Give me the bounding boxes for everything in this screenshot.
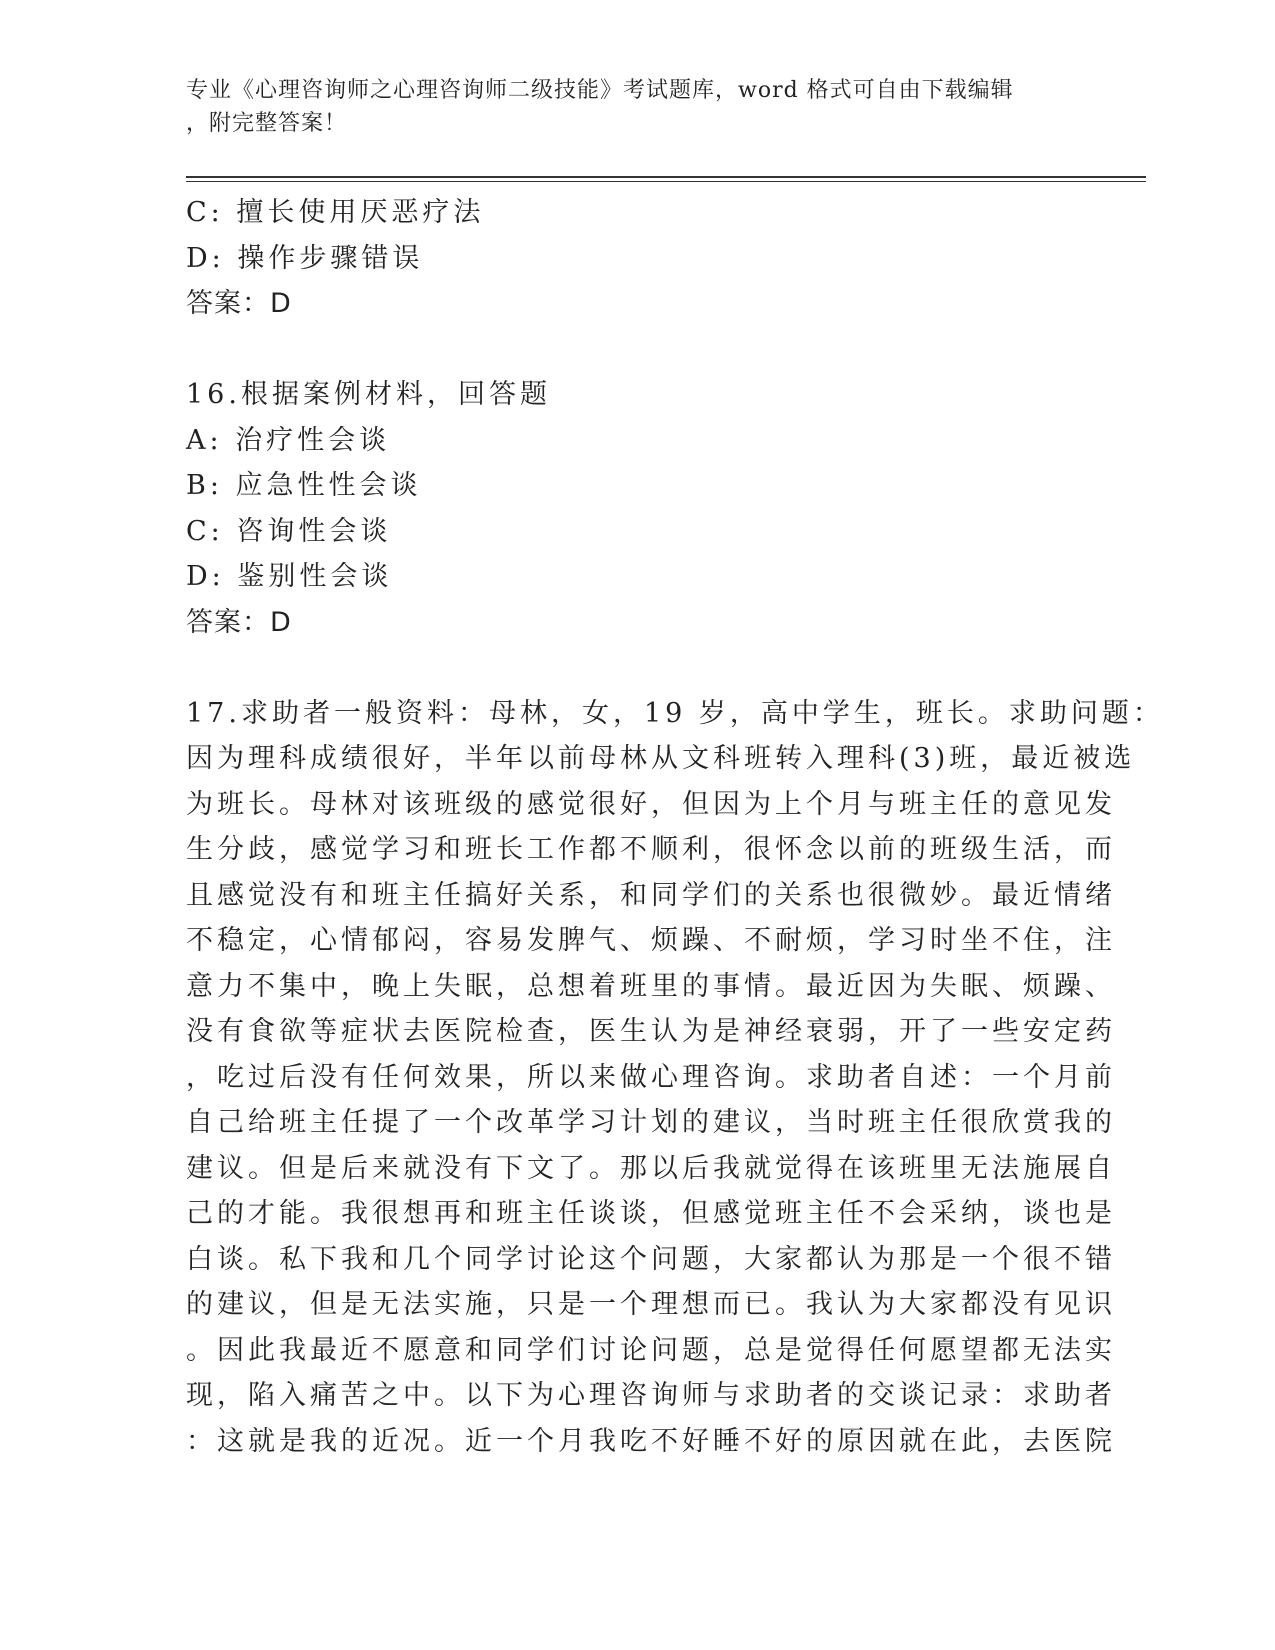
q17-question: [186, 691, 1164, 1465]
page-header: [186, 74, 1066, 140]
q17-line: 己的才能。我很想再和班主任谈谈，但感觉班主任不会采纳，谈也是: [186, 1198, 1116, 1229]
q17-line: 的建议，但是无法实施，只是一个理想而已。我认为大家都没有见识: [186, 1289, 1116, 1320]
document-body: [186, 190, 1164, 1464]
q17-line: 自己给班主任提了一个改革学习计划的建议，当时班主任很欣赏我的: [186, 1107, 1116, 1138]
header-divider-thick: [186, 176, 1146, 178]
q17-line: 。因此我最近不愿意和同学们讨论问题，总是觉得任何愿望都无法实: [186, 1334, 1116, 1366]
header-line-1: 专业《心理咨询师之心理咨询师二级技能》考试题库，word 格式可自由下载编辑: [186, 78, 1014, 103]
q16-option-d: D: 鉴别性会谈: [186, 561, 393, 592]
q17-line: 且感觉没有和班主任搞好关系，和同学们的关系也很微妙。最近情绪: [186, 879, 1116, 911]
q17-line: 为班长。母林对该班级的感觉很好，但因为上个月与班主任的意见发: [186, 788, 1116, 820]
q15-option-c: C: 擅长使用厌恶疗法: [186, 197, 485, 228]
q16-option-b: B: 应急性性会谈: [186, 470, 422, 501]
q17-line: ，吃过后没有任何效果，所以来做心理咨询。求助者自述：一个月前: [186, 1061, 1116, 1093]
q17-line: 生分歧，感觉学习和班长工作都不顺利，很怀念以前的班级生活，而: [186, 834, 1116, 865]
q15-option-d: D: 操作步骤错误: [186, 242, 424, 274]
q17-line: 建议。但是后来就没有下文了。那以后我就觉得在该班里无法施展自: [186, 1152, 1116, 1184]
spacer: [186, 327, 1066, 373]
q17-line: 不稳定，心情郁闷，容易发脾气、烦躁、不耐烦，学习时坐不住，注: [186, 925, 1116, 956]
spacer: [186, 645, 1066, 691]
q17-line: ：这就是我的近况。近一个月我吃不好睡不好的原因就在此，去医院: [186, 1425, 1116, 1457]
q17-line: 因为理科成绩很好，半年以前母林从文科班转入理科(3)班，最近被选: [186, 743, 1136, 774]
q17-line: 现，陷入痛苦之中。以下为心理咨询师与求助者的交谈记录：求助者: [186, 1380, 1116, 1411]
q16-answer: 答案：D: [186, 606, 292, 638]
q17-line: 17.求助者一般资料：母林，女，19 岁，高中学生，班长。求助问题：: [186, 697, 1164, 729]
header-divider-thin: [186, 181, 1146, 182]
q16-option-a: A: 治疗性会谈: [186, 424, 391, 456]
q17-line: 没有食欲等症状去医院检查，医生认为是神经衰弱，开了一些安定药: [186, 1016, 1116, 1047]
q15-answer: 答案：D: [186, 288, 292, 319]
q17-line: 意力不集中，晚上失眠，总想着班里的事情。最近因为失眠、烦躁、: [186, 970, 1116, 1002]
q16-question: 16.根据案例材料，回答题: [186, 379, 551, 410]
header-line-2: ，附完整答案！: [186, 111, 348, 136]
q16-option-c: C: 咨询性会谈: [186, 515, 392, 547]
q17-line: 白谈。私下我和几个同学讨论这个问题，大家都认为那是一个很不错: [186, 1243, 1116, 1275]
